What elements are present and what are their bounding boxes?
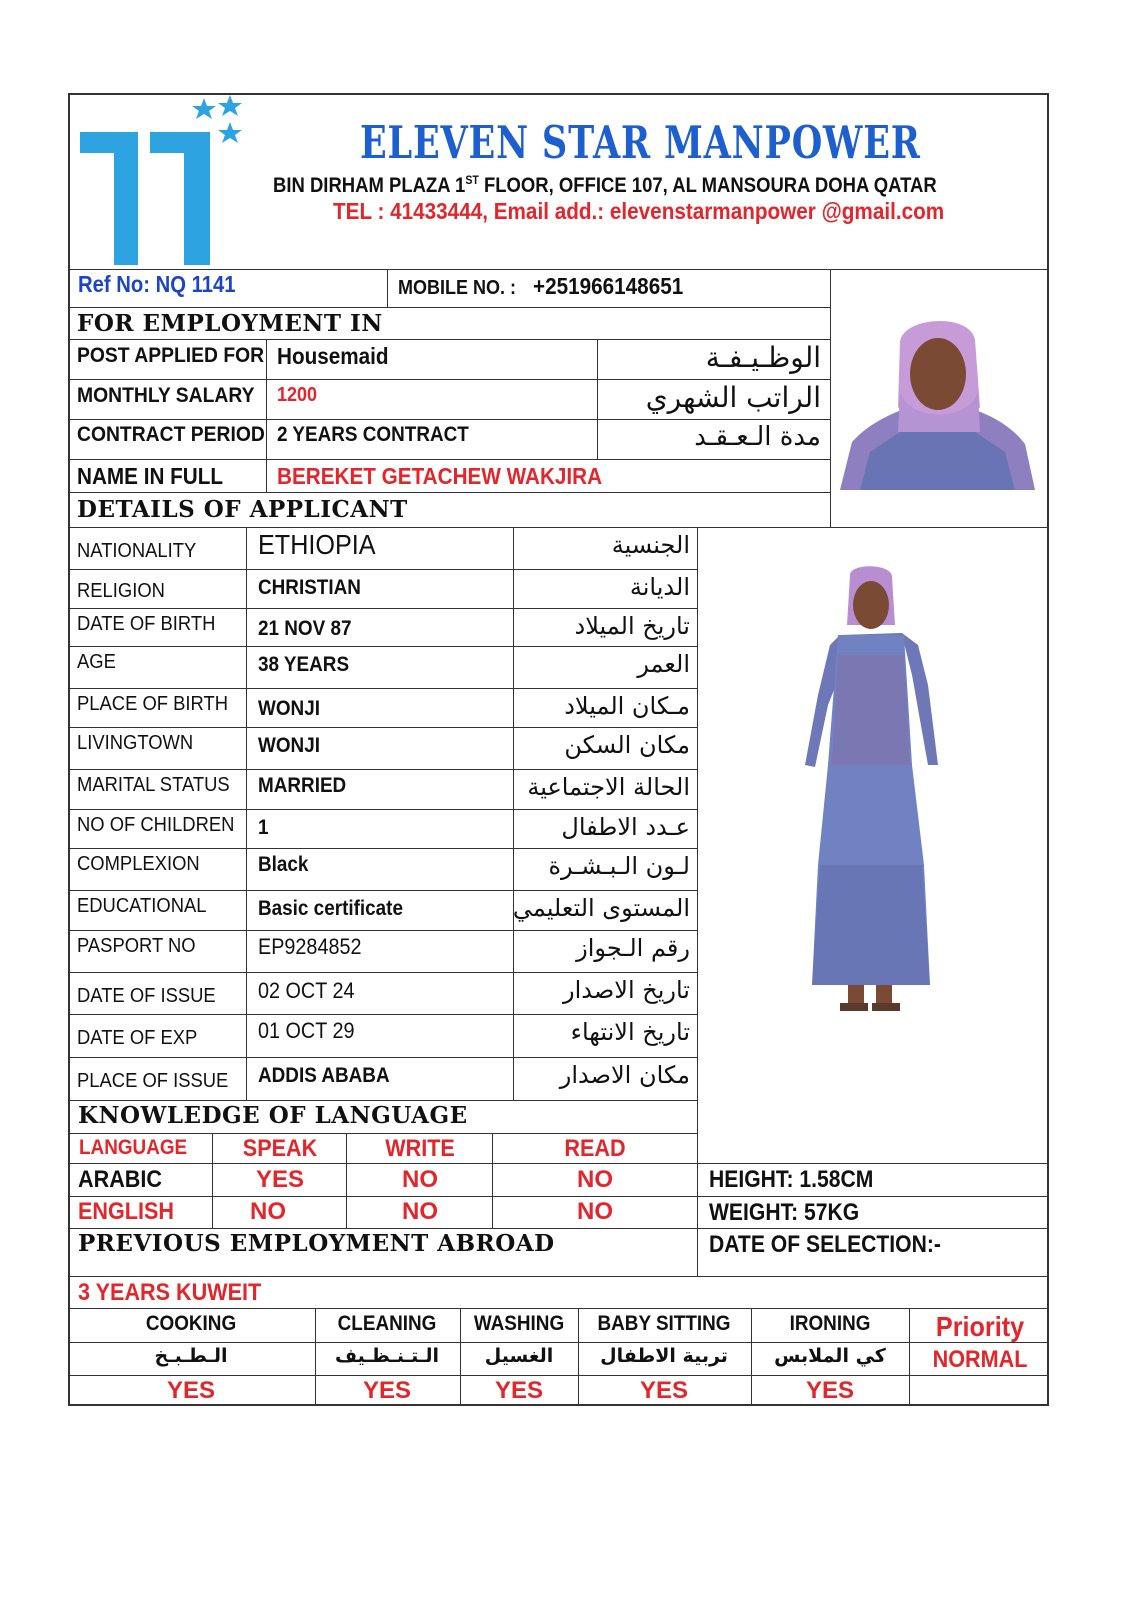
arabic-write: NO — [402, 1166, 438, 1193]
priority-value: NORMAL — [932, 1346, 1028, 1373]
divider — [597, 339, 598, 459]
detail-arabic: عـدد الاطفال — [561, 813, 690, 841]
detail-label: DATE OF EXP — [77, 1027, 198, 1049]
address-part: FLOOR, OFFICE 107, AL MANSOURA DOHA QATAR — [478, 174, 937, 197]
divider — [212, 1133, 213, 1228]
divider — [751, 1308, 752, 1406]
divider — [246, 527, 247, 1100]
divider — [578, 1308, 579, 1406]
divider — [266, 339, 267, 492]
english-read: NO — [577, 1198, 613, 1225]
divider — [68, 307, 831, 308]
divider — [387, 269, 388, 307]
skill-label: COOKING — [145, 1312, 237, 1335]
salary-label: MONTHLY SALARY — [77, 384, 255, 407]
skill-arabic: الـتـنـظـيف — [334, 1345, 440, 1367]
address-sup: ST — [465, 173, 479, 187]
divider — [68, 1375, 1049, 1376]
detail-arabic: مـكان الميلاد — [564, 692, 690, 720]
previous-experience: 3 YEARS KUWEIT — [78, 1279, 262, 1306]
detail-label: LIVINGTOWN — [77, 732, 194, 754]
skill-value: YES — [166, 1377, 216, 1404]
skill-label: IRONING — [789, 1312, 871, 1335]
divider — [460, 1308, 461, 1406]
detail-label: RELIGION — [77, 580, 165, 602]
previous-employment-title: PREVIOUS EMPLOYMENT ABROAD — [78, 1230, 555, 1257]
detail-value: WONJI — [258, 697, 320, 720]
detail-label: EDUCATIONAL — [77, 895, 207, 917]
skill-value: YES — [639, 1377, 689, 1404]
detail-value: 21 NOV 87 — [258, 617, 352, 640]
company-address — [273, 174, 937, 196]
priority-label: Priority — [935, 1311, 1025, 1342]
contract-arabic: مدة الـعـقـد — [694, 422, 821, 452]
detail-value: MARRIED — [258, 774, 347, 797]
language-title: KNOWLEDGE OF LANGUAGE — [78, 1102, 468, 1129]
detail-arabic: العمر — [637, 650, 690, 678]
divider — [68, 1342, 1049, 1343]
skill-label: BABY SITTING — [597, 1312, 731, 1335]
divider — [697, 527, 698, 1277]
mobile-label: MOBILE NO. : — [398, 277, 516, 299]
divider — [68, 1228, 1049, 1229]
divider — [68, 646, 698, 647]
skill-value: YES — [805, 1377, 855, 1404]
divider — [68, 769, 698, 770]
divider — [68, 1100, 698, 1101]
detail-arabic: لـون الـبـشـرة — [548, 852, 690, 880]
weight-value: WEIGHT: 57KG — [709, 1199, 860, 1226]
skill-arabic: كي الملابس — [774, 1345, 886, 1367]
divider — [68, 419, 831, 420]
height-value: HEIGHT: 1.58CM — [709, 1166, 874, 1193]
detail-label: AGE — [77, 651, 116, 673]
divider — [68, 890, 698, 891]
detail-value: 02 OCT 24 — [258, 978, 355, 1003]
divider — [513, 527, 514, 1100]
divider — [68, 1276, 1049, 1277]
detail-label: PASPORT NO — [77, 935, 196, 957]
divider — [68, 339, 831, 340]
language-header: LANGUAGE — [79, 1136, 188, 1159]
divider — [68, 379, 831, 380]
detail-value: WONJI — [258, 734, 320, 757]
divider — [68, 1163, 1049, 1164]
mobile-value: +251966148651 — [533, 273, 684, 299]
read-header: READ — [564, 1135, 626, 1162]
detail-arabic: مكان السكن — [564, 731, 690, 759]
salary-arabic: الراتب الشهري — [645, 381, 821, 414]
detail-label: PLACE OF BIRTH — [77, 693, 228, 715]
language-english: ENGLISH — [78, 1198, 175, 1225]
detail-arabic: تاريخ الاصدار — [563, 976, 690, 1004]
detail-label: MARITAL STATUS — [77, 774, 230, 796]
detail-value: 1 — [258, 816, 269, 839]
detail-value: 01 OCT 29 — [258, 1018, 355, 1043]
detail-value: ETHIOPIA — [258, 529, 376, 560]
ref-number: Ref No: NQ 1141 — [78, 271, 236, 297]
post-label: POST APPLIED FOR — [77, 344, 265, 367]
detail-arabic: الجنسية — [611, 531, 690, 559]
divider — [68, 972, 698, 973]
divider — [68, 492, 831, 493]
divider — [68, 1057, 698, 1058]
company-contact: TEL : 41433444, Email add.: elevenstarmanpower @gmail.com — [333, 198, 945, 224]
company-logo — [78, 95, 248, 267]
detail-label: COMPLEXION — [77, 853, 200, 875]
detail-value: 38 YEARS — [258, 653, 350, 676]
detail-label: DATE OF ISSUE — [77, 985, 216, 1007]
divider — [492, 1133, 493, 1228]
name-value: BEREKET GETACHEW WAKJIRA — [277, 463, 603, 489]
divider — [68, 688, 698, 689]
contract-label: CONTRACT PERIOD — [77, 423, 265, 446]
divider — [315, 1308, 316, 1406]
skill-label: WASHING — [473, 1312, 565, 1335]
detail-label: PLACE OF ISSUE — [77, 1070, 229, 1092]
divider — [68, 1308, 1049, 1309]
divider — [68, 930, 698, 931]
skill-arabic: تربية الاطفال — [600, 1345, 728, 1367]
detail-arabic: المستوى التعليمي — [512, 894, 690, 922]
detail-label: DATE OF BIRTH — [77, 613, 216, 635]
applicant-portrait-photo — [840, 312, 1035, 490]
detail-value: CHRISTIAN — [258, 576, 361, 599]
divider — [68, 459, 831, 460]
divider — [68, 608, 698, 609]
skill-value: YES — [362, 1377, 412, 1404]
company-name: ELEVEN STAR MANPOWER — [360, 116, 921, 169]
write-header: WRITE — [385, 1135, 455, 1162]
divider — [68, 1196, 1049, 1197]
skill-value: YES — [494, 1377, 544, 1404]
detail-label: NATIONALITY — [77, 540, 197, 562]
divider — [830, 269, 831, 527]
address-part: BIN DIRHAM PLAZA 1 — [273, 174, 466, 197]
divider — [68, 809, 698, 810]
contract-value: 2 YEARS CONTRACT — [277, 423, 469, 446]
divider — [68, 569, 698, 570]
skill-arabic: الغسيل — [484, 1345, 554, 1367]
language-arabic: ARABIC — [78, 1166, 162, 1193]
detail-arabic: الحالة الاجتماعية — [527, 773, 690, 801]
detail-arabic: مكان الاصدار — [559, 1061, 690, 1089]
detail-arabic: تاريخ الانتهاء — [570, 1018, 690, 1046]
applicant-full-photo — [800, 565, 940, 1015]
employment-title: FOR EMPLOYMENT IN — [77, 310, 383, 337]
detail-value: ADDIS ABABA — [258, 1064, 390, 1087]
date-of-selection: DATE OF SELECTION:- — [709, 1231, 941, 1258]
arabic-read: NO — [577, 1166, 613, 1193]
post-value: Housemaid — [277, 343, 389, 369]
divider — [68, 727, 698, 728]
divider — [909, 1308, 910, 1406]
speak-header: SPEAK — [242, 1135, 318, 1162]
divider — [68, 848, 698, 849]
detail-arabic: رقم الـجواز — [576, 934, 690, 962]
salary-value: 1200 — [277, 384, 318, 406]
divider — [68, 527, 1049, 528]
detail-label: NO OF CHILDREN — [77, 814, 235, 836]
english-write: NO — [402, 1198, 438, 1225]
divider — [346, 1133, 347, 1228]
divider — [68, 269, 1049, 270]
divider — [68, 1014, 698, 1015]
skill-label: CLEANING — [337, 1312, 437, 1335]
detail-value: Black — [258, 853, 309, 876]
name-label: NAME IN FULL — [77, 463, 224, 489]
details-title: DETAILS OF APPLICANT — [77, 496, 408, 523]
arabic-speak: YES — [255, 1166, 305, 1193]
detail-arabic: تاريخ الميلاد — [574, 612, 690, 640]
detail-value: Basic certificate — [258, 897, 403, 920]
divider — [68, 1133, 698, 1134]
english-speak: NO — [250, 1198, 286, 1225]
post-arabic: الوظـيـفـة — [705, 341, 821, 374]
detail-arabic: الديانة — [629, 573, 690, 601]
detail-value: EP9284852 — [258, 934, 362, 959]
skill-arabic: الـطـبـخ — [154, 1345, 228, 1367]
